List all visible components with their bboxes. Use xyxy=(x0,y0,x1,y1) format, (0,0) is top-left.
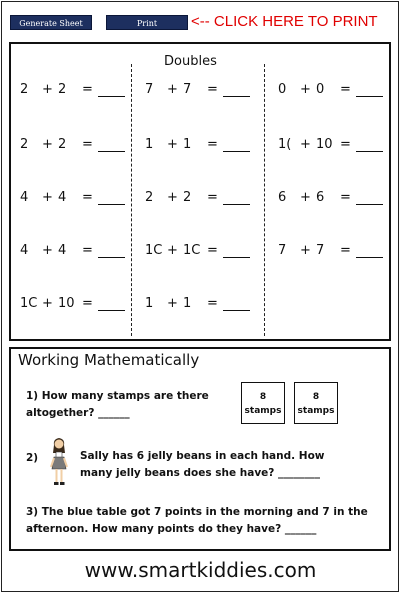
problem-addend: 7 xyxy=(316,243,325,258)
equals-sign: = xyxy=(207,190,218,205)
equals-sign: = xyxy=(340,137,351,152)
problem-addend: 10 xyxy=(316,137,333,152)
plus-sign: + xyxy=(167,296,178,311)
problem-addend: 4 xyxy=(58,243,67,258)
question-2-number: 2) xyxy=(26,452,39,464)
equals-sign: = xyxy=(207,82,218,97)
answer-blank[interactable] xyxy=(223,96,250,97)
equals-sign: = xyxy=(207,137,218,152)
problem-addend: 2 xyxy=(58,137,67,152)
plus-sign: + xyxy=(167,137,178,152)
answer-blank[interactable] xyxy=(356,257,383,258)
stamp-number: 8 xyxy=(259,392,267,402)
problem-addend: 7 xyxy=(145,82,154,97)
generate-sheet-button[interactable]: Generate Sheet xyxy=(10,15,92,30)
plus-sign: + xyxy=(300,82,311,97)
stamp-number: 8 xyxy=(312,392,320,402)
equals-sign: = xyxy=(340,82,351,97)
equals-sign: = xyxy=(82,296,93,311)
plus-sign: + xyxy=(167,243,178,258)
answer-blank[interactable] xyxy=(356,151,383,152)
problem-addend: 10 xyxy=(58,296,75,311)
answer-blank[interactable] xyxy=(98,151,125,152)
stamp-label: stamps xyxy=(244,406,282,416)
answer-blank[interactable] xyxy=(98,257,125,258)
problem-addend: 2 xyxy=(20,137,29,152)
question-3 xyxy=(26,504,368,538)
problem-addend: 2 xyxy=(145,190,154,205)
equals-sign: = xyxy=(207,243,218,258)
question-1-line-1: 1) How many stamps are there xyxy=(26,390,209,402)
answer-blank[interactable] xyxy=(98,310,125,311)
plus-sign: + xyxy=(300,137,311,152)
problem-addend: 1 xyxy=(145,137,154,152)
problem-addend: 0 xyxy=(316,82,325,97)
girl-icon xyxy=(48,436,70,490)
footer-url: www.smartkiddies.com xyxy=(84,558,317,582)
question-3-line-1: 3) The blue table got 7 points in the morning and 7 in the xyxy=(26,506,368,518)
answer-blank[interactable] xyxy=(98,96,125,97)
stamp-label: stamps xyxy=(297,406,335,416)
problem-addend: 1C xyxy=(145,243,163,258)
question-2-line-1: Sally has 6 jelly beans in each hand. How xyxy=(80,450,325,462)
equals-sign: = xyxy=(82,190,93,205)
equals-sign: = xyxy=(340,243,351,258)
click-here-to-print-text: <-- CLICK HERE TO PRINT xyxy=(191,13,378,30)
plus-sign: + xyxy=(42,296,53,311)
problem-addend: 1 xyxy=(183,137,192,152)
problem-addend: 1 xyxy=(145,296,154,311)
equals-sign: = xyxy=(207,296,218,311)
problem-addend: 6 xyxy=(278,190,287,205)
equals-sign: = xyxy=(82,243,93,258)
question-2-line-2: many jelly beans does she have? ________ xyxy=(80,467,321,479)
plus-sign: + xyxy=(300,243,311,258)
answer-blank[interactable] xyxy=(223,151,250,152)
problem-addend: 4 xyxy=(58,190,67,205)
answer-blank[interactable] xyxy=(223,257,250,258)
problem-addend: 1( xyxy=(278,137,292,152)
problem-addend: 1C xyxy=(20,296,38,311)
problem-addend: 7 xyxy=(183,82,192,97)
equals-sign: = xyxy=(340,190,351,205)
question-3-line-2: afternoon. How many points do they have? ______ xyxy=(26,523,317,535)
answer-blank[interactable] xyxy=(223,204,250,205)
plus-sign: + xyxy=(42,137,53,152)
plus-sign: + xyxy=(300,190,311,205)
problem-addend: 1C xyxy=(183,243,201,258)
problem-addend: 4 xyxy=(20,190,29,205)
problem-addend: 4 xyxy=(20,243,29,258)
answer-blank[interactable] xyxy=(356,96,383,97)
problem-addend: 1 xyxy=(183,296,192,311)
print-button[interactable]: Print xyxy=(106,15,188,30)
problem-addend: 6 xyxy=(316,190,325,205)
equals-sign: = xyxy=(82,137,93,152)
question-1 xyxy=(26,388,209,422)
stamp-card xyxy=(294,382,338,424)
equals-sign: = xyxy=(82,82,93,97)
stamp-card xyxy=(241,382,285,424)
answer-blank[interactable] xyxy=(223,310,250,311)
answer-blank[interactable] xyxy=(356,204,383,205)
plus-sign: + xyxy=(167,82,178,97)
problem-addend: 2 xyxy=(20,82,29,97)
problem-addend: 7 xyxy=(278,243,287,258)
plus-sign: + xyxy=(42,190,53,205)
question-2 xyxy=(80,448,324,482)
column-divider xyxy=(264,64,265,336)
problem-addend: 2 xyxy=(58,82,67,97)
plus-sign: + xyxy=(42,82,53,97)
doubles-title: Doubles xyxy=(164,54,217,69)
problem-addend: 2 xyxy=(183,190,192,205)
answer-blank[interactable] xyxy=(98,204,125,205)
plus-sign: + xyxy=(42,243,53,258)
column-divider xyxy=(131,64,132,336)
working-title: Working Mathematically xyxy=(18,351,200,369)
plus-sign: + xyxy=(167,190,178,205)
question-1-line-2: altogether? ______ xyxy=(26,407,130,419)
problem-addend: 0 xyxy=(278,82,287,97)
